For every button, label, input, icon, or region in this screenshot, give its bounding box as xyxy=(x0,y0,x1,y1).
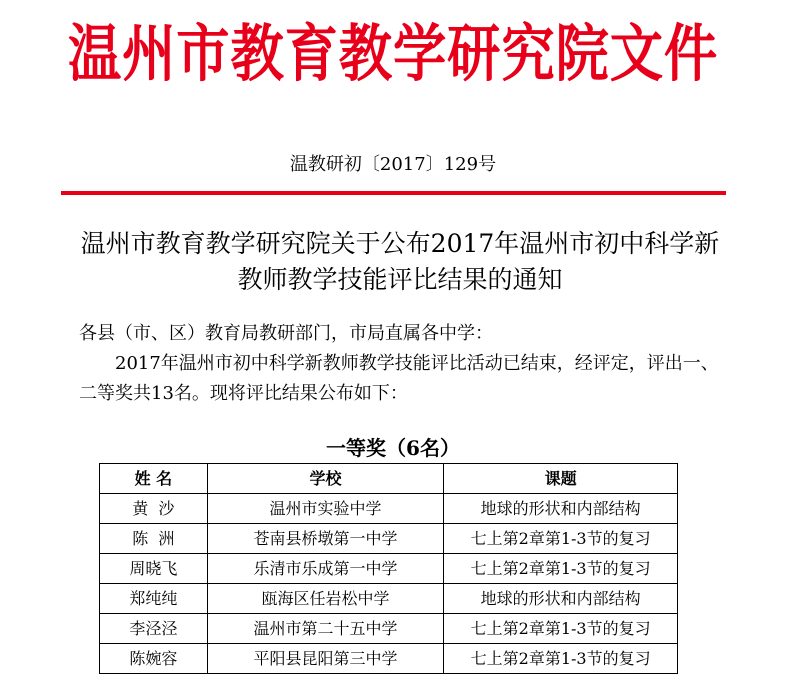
cell-school: 瓯海区任岩松中学 xyxy=(207,584,444,614)
cell-school: 平阳县昆阳第三中学 xyxy=(207,644,444,674)
cell-topic: 七上第2章第1-3节的复习 xyxy=(444,554,678,584)
cell-name: 陈婉容 xyxy=(100,644,208,674)
award-title: 一等奖（6名） xyxy=(326,436,460,460)
table-row xyxy=(100,614,678,644)
column-header-school: 学校 xyxy=(207,464,444,494)
column-header-name: 姓 名 xyxy=(100,464,208,494)
results-table xyxy=(99,463,678,674)
cell-name: 周晓飞 xyxy=(100,554,208,584)
cell-school: 温州市第二十五中学 xyxy=(207,614,444,644)
cell-topic: 地球的形状和内部结构 xyxy=(444,584,678,614)
red-divider-line xyxy=(61,191,726,195)
cell-name: 李泾泾 xyxy=(100,614,208,644)
column-header-topic: 课题 xyxy=(444,464,678,494)
table-row xyxy=(100,494,678,524)
cell-topic: 七上第2章第1-3节的复习 xyxy=(444,644,678,674)
notice-title: 温州市教育教学研究院关于公布2017年温州市初中科学新教师教学技能评比结果的通知 xyxy=(80,229,720,294)
cell-school: 苍南县桥墩第一中学 xyxy=(207,524,444,554)
cell-topic: 七上第2章第1-3节的复习 xyxy=(444,524,678,554)
cell-topic: 七上第2章第1-3节的复习 xyxy=(444,614,678,644)
cell-school: 乐清市乐成第一中学 xyxy=(207,554,444,584)
document-header-title: 温州市教育教学研究院文件 xyxy=(67,17,719,90)
table-header-row xyxy=(100,464,678,494)
body-paragraph: 2017年温州市初中科学新教师教学技能评比活动已结束，经评定，评出一、二等奖共13名。现将评比结果公布如下： xyxy=(79,353,719,404)
table-row xyxy=(100,554,678,584)
cell-name: 陈 洲 xyxy=(100,524,208,554)
table-row xyxy=(100,644,678,674)
table-row xyxy=(100,524,678,554)
salutation: 各县（市、区）教育局教研部门，市局直属各中学： xyxy=(79,323,493,344)
document-number: 温教研初〔2017〕129号 xyxy=(289,154,497,175)
cell-topic: 地球的形状和内部结构 xyxy=(444,494,678,524)
table-row xyxy=(100,584,678,614)
cell-school: 温州市实验中学 xyxy=(207,494,444,524)
cell-name: 黄 沙 xyxy=(100,494,208,524)
cell-name: 郑纯纯 xyxy=(100,584,208,614)
